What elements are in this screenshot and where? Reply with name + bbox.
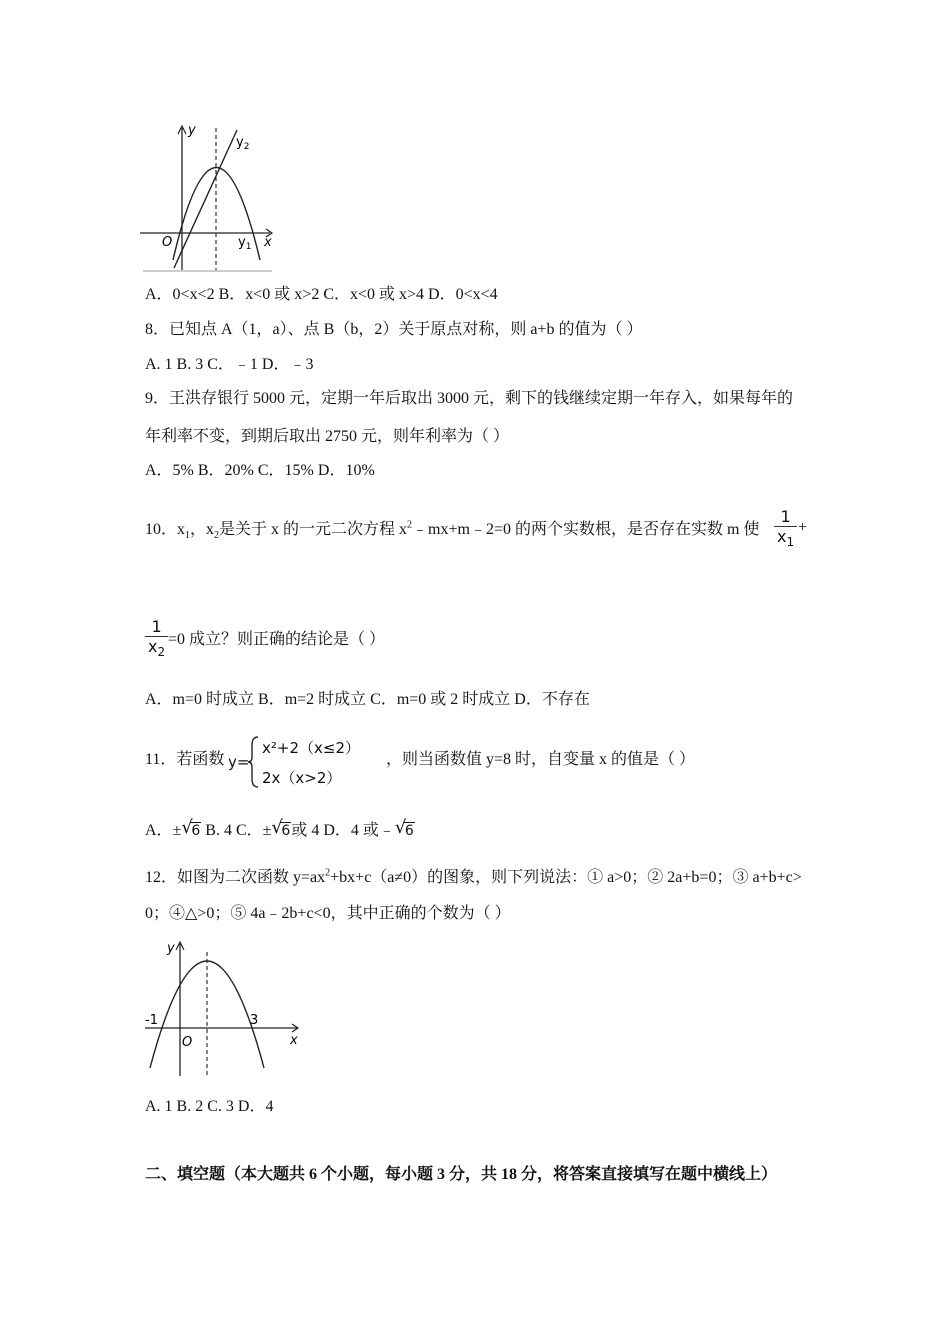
q11-stem-b: ，则当函数值 y=8 时，自变量 x 的值是（ ） <box>386 751 696 768</box>
q11-brace <box>246 735 260 789</box>
q7-x-axis-label: x <box>264 235 272 250</box>
q12-origin-label: O <box>182 1035 193 1050</box>
q7-y1-label: $y_1$ <box>238 235 252 252</box>
q7-origin-label: O <box>162 235 173 250</box>
q12-stem-line1: 12．如图为二次函数 $y=ax^2+bx+c(a\ne 0)$的图象，则下列说法：① a>0；② 2a+b=0；③ a+b+c> <box>145 867 802 886</box>
q7-graph <box>140 120 280 275</box>
q9-stem-line2: 年利率不变，到期后取出 2750 元，则年利率为（ ） <box>145 428 510 445</box>
q7-y-axis-label: y <box>188 123 196 138</box>
sqrt-6-a: √ 6 <box>181 817 201 839</box>
q10-line2: =0 成立？则正确的结论是（ ） <box>168 631 386 648</box>
q10-options: A．m=0 时成立 B．m=2 时成立 C．m=0 或 2 时成立 D．不存在 <box>145 691 590 708</box>
q9-options: A．5% B．20% C．15% D．10% <box>145 462 375 479</box>
q11-piece-1: x²+2（x≤2） <box>262 739 360 757</box>
q12-stem-line2: 0；④△>0；⑤ 4a﹣2b+c<0，其中正确的个数为（ ） <box>145 905 511 922</box>
q11-y-equals: y= <box>228 753 250 771</box>
q11-stem-a: 11．若函数 <box>145 751 225 768</box>
q12-y-axis-label: y <box>167 941 175 956</box>
q11-piece-2: 2x（x>2） <box>262 769 342 787</box>
q9-stem-line1: 9．王洪存银行 5000 元，定期一年后取出 3000 元，剩下的钱继续定期一年存入，如果每年的 <box>145 390 794 407</box>
q7-y2-label: $y_2$ <box>236 135 250 152</box>
q10-plus: + <box>798 519 808 536</box>
q12-left-root-label: -1 <box>145 1013 158 1028</box>
q12-x-axis-label: x <box>290 1033 298 1048</box>
q11-piecewise-function <box>228 733 383 791</box>
q8-options: A. 1 B. 3 C．﹣1 D．﹣3 <box>145 356 314 373</box>
q12-options: A. 1 B. 2 C. 3 D．4 <box>145 1098 274 1115</box>
q10-stem: 10．$x_1$，$x_2$是关于 x 的一元二次方程 $x^2﹣mx+m﹣2=0$ 的两个实数根，是否存在实数 m 使 <box>145 519 760 542</box>
sqrt-6-c: √ 6 <box>394 817 414 839</box>
q10-fraction-2: $\frac{1}{x_2}$ <box>145 618 168 657</box>
q10-fraction-1: $\frac{1}{x_1}$ <box>774 508 797 547</box>
q11-options: A．± √ 6 B. 4 C．± √ 6或 4 D．4 或﹣ √ 6 <box>145 817 414 839</box>
sqrt-6-b: √ 6 <box>271 817 291 839</box>
q7-options: A．0<x<2 B．x<0 或 x>2 C．x<0 或 x>4 D．0<x<4 <box>145 286 498 303</box>
q12-graph <box>140 938 305 1078</box>
q12-right-root-label: 3 <box>250 1013 259 1028</box>
section-2-title: 二、填空题（本大题共 6 个小题，每小题 3 分，共 18 分，将答案直接填写在题中横线上） <box>145 1166 778 1183</box>
q8-stem: 8．已知点 A（1，a）、点 B（b，2）关于原点对称，则 a+b 的值为（ ） <box>145 321 643 338</box>
